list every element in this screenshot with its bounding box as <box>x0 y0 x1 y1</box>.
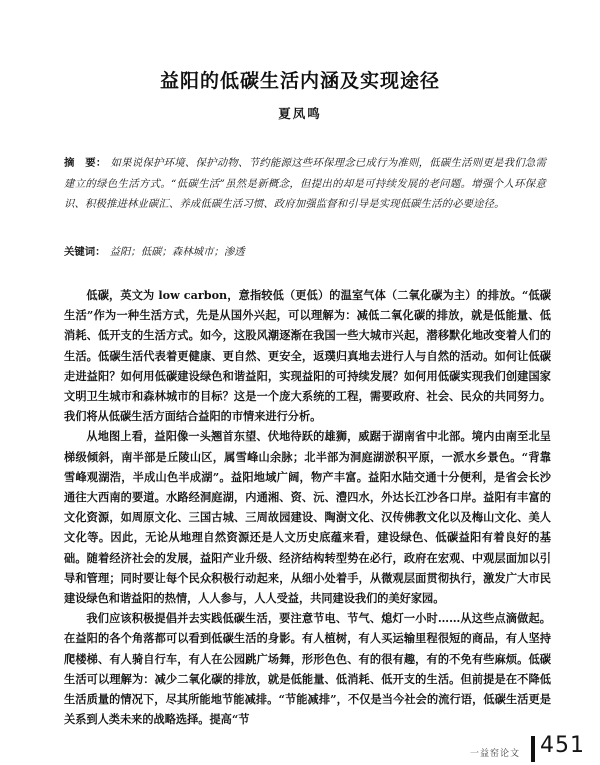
footer-journal-text: 一益窑论文 <box>470 749 521 759</box>
abstract-text: 如果说保护环境、保护动物、节约能源这些环保理念已成行为准则，低碳生活则更是我们急需建立的绿色生活方式。“低碳生活”虽然是新概念，但提出的却是可持续发展的老问题。增强个人环保意识、积极推进林业碳汇、养成低碳生活习惯、政府加强监督和引导是实现低碳生活的必要途径。 <box>64 157 546 210</box>
keywords-label: 关键词： <box>64 246 106 258</box>
keywords-block <box>64 243 546 258</box>
abstract-block <box>64 153 546 215</box>
body-paragraph: 我们应该积极提倡并去实践低碳生活，要注意节电、节气、熄灯一小时……从这些点滴做起。在益阳的各个角落都可以看到低碳生活的身影。有人植树，有人买运输里程很短的商品，有人坚持爬楼梯、有人骑自行车，有人在公园跳广场舞，形形色色、有的很有趣，有的不免有些麻烦。低碳生活可以理解为：减少二氧化碳的排放，就是低能量、低消耗、低开支的生活。但前提是在不降低生活质量的情况下，尽其所能地节能减排。“节能减排”，不仅是当今社会的流行语，低碳生活更是关系到人类未来的战略选择。提高“节 <box>64 611 551 727</box>
article-title: 益阳的低碳生活内涵及实现途径 <box>159 70 440 92</box>
article-author: 夏凤鸣 <box>278 106 322 121</box>
article-body <box>64 285 551 729</box>
abstract-label: 摘 要： <box>64 157 107 169</box>
page-number: 451 <box>540 733 585 758</box>
body-paragraph: 从地图上看，益阳像一头翘首东望、伏地待跃的雄狮，威踞于湖南省中北部。境内由南至北呈梯级倾斜，南半部是丘陵山区，属雪峰山余脉；北半部为洞庭湖淤积平原，一派水乡景色。“背靠雪峰观湖浩，半成山色半成湖”。益阳地域广阔，物产丰富。益阳水陆交通十分便利，是省会长沙通往大西南的要道。水路经洞庭湖，内通湘、资、沅、澧四水，外达长江沙各口岸。益阳有丰富的文化资源，如周原文化、三国古城、三周故园建设、陶澍文化、汉传佛教文化以及梅山文化、美人文化等。因此，无论从地理自然资源还是人文历史底蕴来看，建设绿色、低碳益阳有着良好的基础。随着经济社会的发展，益阳产业升级、经济结构转型势在必行，政府在宏观、中观层面加以引导和管理；同时要让每个民众积极行动起来，从细小处着手，从微观层面贯彻执行，激发广大市民建设绿色和谐益阳的热情，人人参与，人人受益，共同建设我们的美好家园。 <box>64 429 551 606</box>
keywords-text: 益阳；低碳；森林城市；渗透 <box>109 246 245 258</box>
footer-divider <box>531 736 535 762</box>
body-paragraph: 低碳，英文为 low carbon，意指较低（更低）的温室气体（二氧化碳为主）的排放。“低碳生活”作为一种生活方式，先是从国外兴起，可以理解为：减低二氧化碳的排放，就是低能量、低消耗、低开支的生活方式。如今，这股风潮逐渐在我国一些大城市兴起，潜移默化地改变着人们的生活。低碳生活代表着更健康、更自然、更安全，返璞归真地去进行人与自然的活动。如何让低碳走进益阳？如何用低碳建设绿色和谐益阳，实现益阳的可持续发展？如何用低碳实现我们创建国家文明卫生城市和森林城市的目标？这是一个庞大系统的工程，需要政府、社会、民众的共同努力。我们将从低碳生活方面结合益阳的市情来进行分析。 <box>64 288 551 424</box>
